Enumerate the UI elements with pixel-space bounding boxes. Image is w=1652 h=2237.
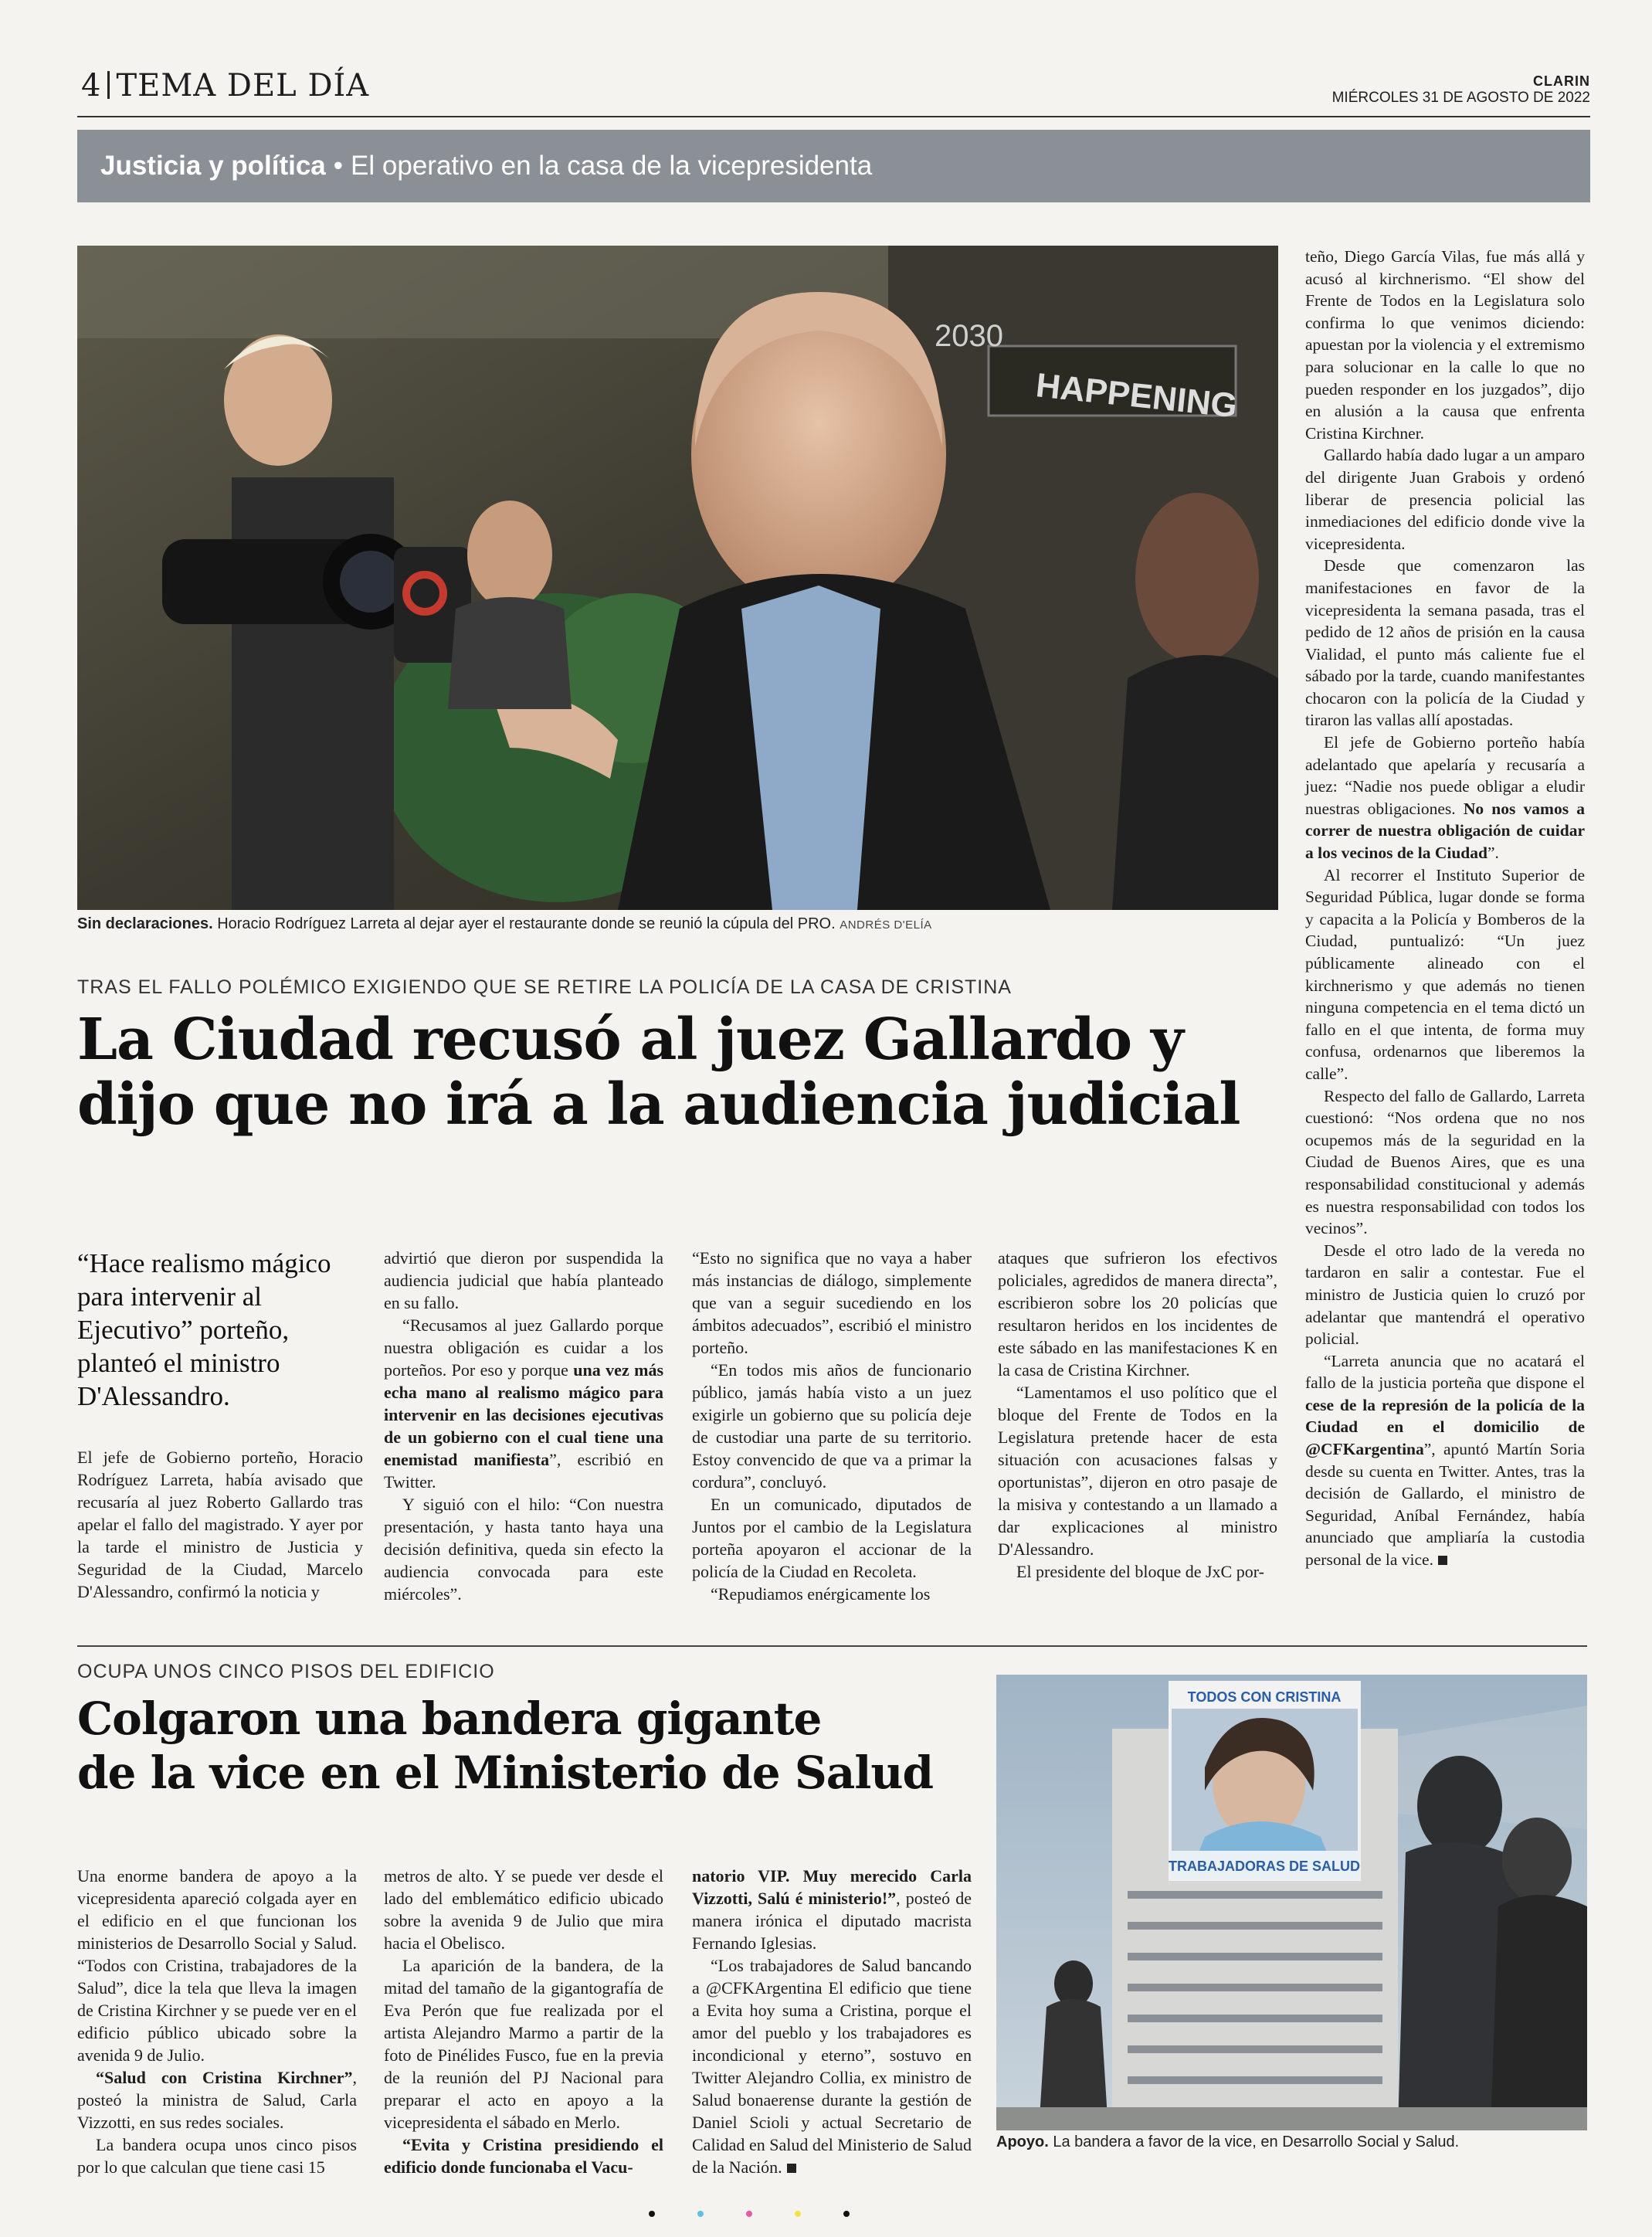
paragraph — [384, 1314, 663, 1493]
bold-text: “Salud con Cristina Kirchner” — [96, 2068, 353, 2087]
flag-bottom-text: TRABAJADORAS DE SALUD — [1168, 1859, 1361, 1874]
caption-lead: Apoyo. — [996, 2133, 1049, 2150]
paragraph — [692, 1954, 972, 2178]
paragraph — [77, 2066, 357, 2133]
text: “Recusamos al juez Gallardo porque nuestra obligación es cuidar a los porteños. Por eso y porque — [384, 1315, 663, 1380]
bold-text: natorio VIP. Muy merecido Carla Vizzotti, Salú é ministerio!” — [692, 1866, 972, 1908]
story1-headline — [77, 1007, 1313, 1137]
paragraph: “Lamentamos el uso político que el bloque del Frente de Todos en la Legislatura pretende hacer de esta situación con acusaciones falsas y oportunistas”, dijeron en otro pasaje de la misiva y contestando a un llamado a dar explicaciones al ministro D'Alessandro. — [998, 1383, 1277, 1559]
paragraph: “Esto no significa que no vaya a haber más instancias de diálogo, simplemente que van a seguir sucediendo en los ámbitos adecuados”, escribió el ministro porteño. — [692, 1248, 972, 1357]
story1-col2 — [384, 1247, 663, 1605]
building-number: 2030 — [935, 319, 1003, 353]
cyan-dot — [697, 2211, 704, 2217]
paragraph: “Repudiamos enérgicamente los — [711, 1584, 931, 1604]
banner-separator: • — [333, 151, 344, 181]
paragraph: “En todos mis años de funcionario público, jamás había visto a un juez exigirle un gobierno que su policía deje de custodiar una parte de su territorio. Estoy convencido de que va a primar la cordura”, concluyó. — [692, 1360, 972, 1492]
issue-date: MIÉRCOLES 31 DE AGOSTO DE 2022 — [1331, 90, 1590, 106]
end-mark — [1438, 1556, 1447, 1565]
paper-name: CLARIN — [1533, 73, 1590, 89]
black-dot — [649, 2211, 655, 2217]
larreta-photo-illustration — [77, 246, 1278, 910]
print-registration-marks — [649, 2211, 850, 2217]
story2-col2 — [384, 1865, 663, 2178]
paragraph: El presidente del bloque de JxC por- — [1016, 1562, 1264, 1581]
paragraph: En un comunicado, diputados de Juntos por el cambio de la Legislatura porteña apoyaron el accionar de la policía de la Ciudad en Recoleta. — [692, 1495, 972, 1581]
paragraph: Una enorme bandera de apoyo a la vicepresidenta apareció colgada ayer en el edificio en el que funcionan los ministerios de Desarrollo Social y Salud. “Todos con Cristina, trabajadores de la Salud”, dice la tela que lleva la imagen de Cristina Kirchner y se puede ver en el edificio público ubicado sobre la avenida 9 de Julio. — [77, 1866, 357, 2065]
story1-headline-line2: dijo que no irá a la audiencia judicial — [77, 1071, 1240, 1138]
story1-kicker: TRAS EL FALLO POLÉMICO EXIGIENDO QUE SE RETIRE LA POLICÍA DE LA CASA DE CRISTINA — [77, 976, 1012, 998]
section-banner — [77, 130, 1590, 202]
story2-kicker: OCUPA UNOS CINCO PISOS DEL EDIFICIO — [77, 1661, 495, 1682]
text: “Los trabajadores de Salud bancando a @CFKArgentina El edificio que tiene a Evita hoy suma a Cristina, porque el amor del pueblo y los trabajadores es incondicional y eterno”, sostuvo en Twitter Alejandro Collia, ex ministro de Salud bonaerense durante la gestión de Daniel Scioli y actual Secretario de Calidad en Salud del Ministerio de Salud de la Nación. — [692, 1956, 972, 2177]
paragraph: advirtió que dieron por suspendida la audiencia judicial que había planteado en su fallo. — [384, 1248, 663, 1312]
story1-headline-line1: La Ciudad recusó al juez Gallardo y — [77, 1006, 1183, 1073]
banner-subtitle: El operativo en la casa de la vicepresidenta — [351, 151, 873, 181]
bold-text: cese de la represión de la policía de la Ciudad en el domicilio de @CFKargentina — [1305, 1395, 1585, 1459]
ministry-building-illustration — [996, 1675, 1587, 2130]
black-dot — [843, 2211, 850, 2217]
paragraph: Al recorrer el Instituto Superior de Seguridad Pública, lugar donde se forma y capacita a la Policía y Bomberos de la Ciudad, puntualizó: “Un juez públicamente alineado con el kirchnerismo y que además no tienen ninguna competencia en el tema dictó un fallo en el que intenta, de forma muy confusa, ordenarnos que liberemos la calle”. — [1305, 865, 1585, 1083]
photo-credit: ANDRÉS D'ELÍA — [840, 918, 932, 932]
banner-photo-caption — [996, 2133, 1587, 2151]
paragraph: La aparición de la bandera, de la mitad del tamaño de la gigantografía de Eva Perón que fue realizada por el artista Alejandro Marmo a partir de la foto de Pinélides Fusco, fue en la previa de la reunión del PJ Nacional para preparar el acto en apoyo a la vicepresidenta el sábado en Merlo. — [384, 1956, 663, 2132]
paragraph — [384, 2133, 663, 2178]
story1-right-column — [1305, 246, 1585, 1571]
paragraph: ataques que sufrieron los efectivos policiales, agredidos de manera directa”, escribieron sobre los 20 policías que resultaron heridos en los incidentes de este sábado en las manifestaciones K en la casa de Cristina Kirchner. — [998, 1248, 1277, 1380]
text: El jefe de Gobierno porteño había adelantado que apelaría y recusaría a juez: “Nadie nos puede obligar a eludir nuestras obligaciones. — [1305, 733, 1585, 818]
header-rule — [77, 116, 1590, 117]
story2-headline — [77, 1692, 965, 1800]
text: “Larreta anuncia que no acatará el fallo de la justicia porteña que dispone el — [1305, 1351, 1585, 1393]
text: ”. — [1487, 844, 1499, 863]
page-header — [81, 68, 369, 104]
page-number: 4 — [81, 68, 102, 104]
story2-col1 — [77, 1865, 357, 2178]
story1-col4 — [998, 1247, 1277, 1583]
text: ”, apuntó Martín Soria desde su cuenta en Twitter. Antes, tras la decisión de Gallardo, el ministro de Seguridad, Aníbal Fernández, había anunciado que ampliaría la custodia personal de la vice. — [1305, 1440, 1585, 1570]
section-name: TEMA DEL DÍA — [116, 68, 370, 104]
banner-photo — [996, 1675, 1587, 2130]
story1-col1-text: El jefe de Gobierno porteño, Horacio Rodríguez Larreta, había avisado que recusaría al juez Roberto Gallardo tras apelar el fallo del magistrado. Y ayer por la tarde el ministro de Justicia y Seguridad de la Ciudad, Marcelo D'Alessandro, confirmó la noticia y — [77, 1448, 363, 1601]
masthead — [1332, 73, 1590, 107]
story2-headline-line1: Colgaron una bandera gigante — [77, 1692, 822, 1745]
paragraph: Y siguió con el hilo: “Con nuestra presentación, y hasta tanto haya una decisión definitiva, queda sin efecto la audiencia convocada para este miércoles”. — [384, 1495, 663, 1604]
text: , posteó la ministra de Salud, Carla Vizzotti, en sus redes sociales. — [77, 2068, 357, 2132]
happening-sign: HAPPENING — [1033, 366, 1240, 426]
bold-text: una vez más echa mano al realismo mágico para intervenir en las decisiones ejecutivas de un gobierno con el cual tiene una enemistad manifiesta — [384, 1360, 664, 1469]
main-photo-caption — [77, 915, 1278, 933]
paragraph: La bandera ocupa unos cinco pisos por lo que calculan que tiene casi 15 — [77, 2135, 357, 2177]
bold-text: “Evita y Cristina presidiendo el edificio donde funcionaba el Vacu- — [384, 2135, 663, 2177]
banner-section: Justicia y política — [100, 151, 326, 181]
flag-top-text: TODOS CON CRISTINA — [1187, 1689, 1342, 1705]
paragraph: metros de alto. Y se puede ver desde el lado del emblemático edificio ubicado sobre la avenida 9 de Julio que mira hacia el Obelisco. — [384, 1866, 663, 1953]
paragraph: teño, Diego García Vilas, fue más allá y acusó al kirchnerismo. “El show del Frente de Todos en la Legislatura solo confirma lo que venimos diciendo: apuestan por la violencia y el extremismo para solucionar en la calle lo que no pueden responder en los juzgados”, dijo en alusión a la causa que enfrenta Cristina Kirchner. — [1305, 247, 1585, 443]
text: , posteó de manera irónica el diputado macrista Fernando Iglesias. — [692, 1889, 972, 1953]
story2-col3 — [692, 1865, 972, 2178]
story1-col1 — [77, 1446, 363, 1603]
magenta-dot — [746, 2211, 752, 2217]
caption-text: Horacio Rodríguez Larreta al dejar ayer el restaurante donde se reunió la cúpula del PRO. — [212, 915, 836, 932]
main-photo — [77, 246, 1278, 910]
paragraph: Desde el otro lado de la vereda no tardaron en salir a contestar. Fue el ministro de Justicia quien lo cruzó por adelantar que mantendrá el operativo policial. — [1305, 1241, 1585, 1349]
text: ”, escribió en Twitter. — [384, 1450, 663, 1492]
paragraph — [692, 1865, 972, 1954]
story-divider — [77, 1645, 1587, 1647]
paragraph: Respecto del fallo de Gallardo, Larreta cuestionó: “Nos ordena que no nos ocupemos más de la seguridad en la Ciudad de Buenos Aires, que es una responsabilidad constitucional y además es nuestra responsabilidad con todos los vecinos”. — [1305, 1086, 1585, 1238]
paragraph: Gallardo había dado lugar a un amparo del dirigente Juan Grabois y ordenó liberar de presencia policial las inmediaciones del edificio donde vive la vicepresidenta. — [1305, 446, 1585, 553]
caption-text: La bandera a favor de la vice, en Desarrollo Social y Salud. — [1048, 2133, 1460, 2150]
paragraph — [1305, 1350, 1585, 1571]
end-mark — [787, 2164, 796, 2173]
story2-headline-line2: de la vice en el Ministerio de Salud — [77, 1746, 934, 1799]
yellow-dot — [795, 2211, 801, 2217]
header-divider — [107, 71, 110, 99]
bold-text: No nos vamos a correr de nuestra obligación de cuidar a los vecinos de la Ciudad — [1305, 799, 1585, 863]
story1-pullquote: “Hace realismo mágico para intervenir al Ejecutivo” porteño, planteó el ministro D'Alessandro. — [77, 1248, 331, 1411]
paragraph: Desde que comenzaron las manifestaciones en favor de la vicepresidenta la semana pasada, tras el pedido de 12 años de prisión en la causa Vialidad, el punto más caliente fue el sábado por la tarde, cuando manifestantes chocaron con la policía de la Ciudad y tiraron las vallas allí apostadas. — [1305, 556, 1585, 730]
story1-col3 — [692, 1247, 972, 1605]
caption-lead: Sin declaraciones. — [77, 915, 213, 932]
paragraph — [1305, 732, 1585, 864]
